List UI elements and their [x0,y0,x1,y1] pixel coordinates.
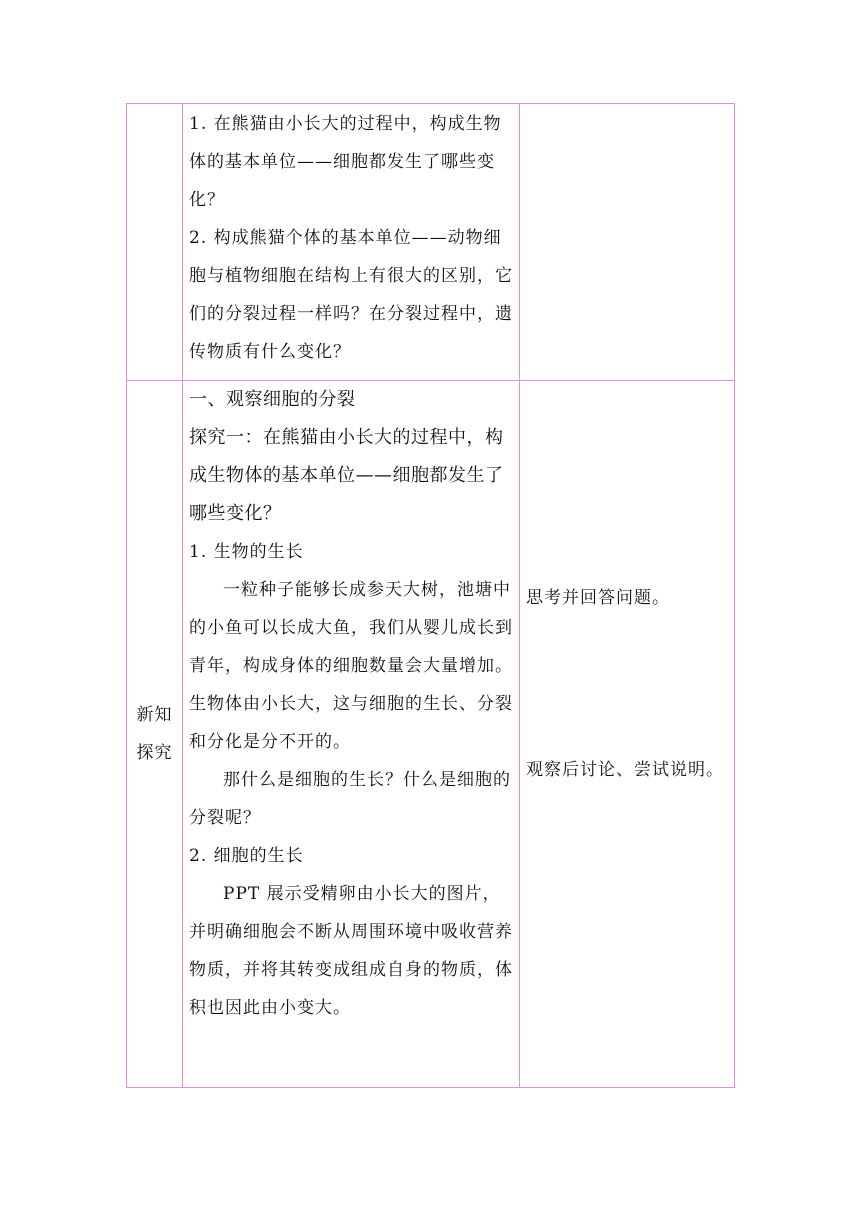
paragraph-question: 那什么是细胞的生长？什么是细胞的分裂呢？ [189,770,511,828]
subheading-biological-growth: 1. 生物的生长 [189,542,304,562]
student-activity-think: 思考并回答问题。 [526,588,670,608]
paragraph-growth: 一粒种子能够长成参天大树，池塘中的小鱼可以长成大鱼，我们从婴儿成长到青年，构成身体的细胞数量会大量增加。生物体由小长大，这与细胞的生长、分裂和分化是分不开的。 [189,580,513,752]
stage-label-cell [127,381,183,1088]
question-2: 2. 构成熊猫个体的基本单位——动物细胞与植物细胞在结构上有很大的区别，它们的分裂过程一样吗？在分裂过程中，遗传物质有什么变化？ [189,228,513,362]
student-activity-cell [520,381,735,1088]
label-cell-empty [127,104,183,381]
student-activity-observe: 观察后讨论、尝试说明。 [526,760,724,780]
table-row [127,104,735,381]
stage-label-line-2: 探究 [136,743,173,763]
subheading-cell-growth: 2. 细胞的生长 [189,846,304,866]
question-1: 1. 在熊猫由小长大的过程中，构成生物体的基本单位——细胞都发生了哪些变化？ [189,114,502,210]
teacher-activity-cell [183,381,520,1088]
paragraph-ppt: PPT 展示受精卵由小长大的图片，并明确细胞会不断从周围环境中吸收营养物质，并将其转变成组成自身的物质，体积也因此由小变大。 [189,884,513,1018]
stage-label-line-1: 新知 [136,705,173,725]
table-row [127,381,735,1088]
student-activity-cell-empty [520,104,735,381]
section-heading: 一、观察细胞的分裂 [189,389,356,410]
teacher-activity-cell [183,104,520,381]
lesson-plan-table [126,103,735,1088]
inquiry-heading: 探究一：在熊猫由小长大的过程中，构成生物体的基本单位——细胞都发生了哪些变化？ [189,427,504,524]
